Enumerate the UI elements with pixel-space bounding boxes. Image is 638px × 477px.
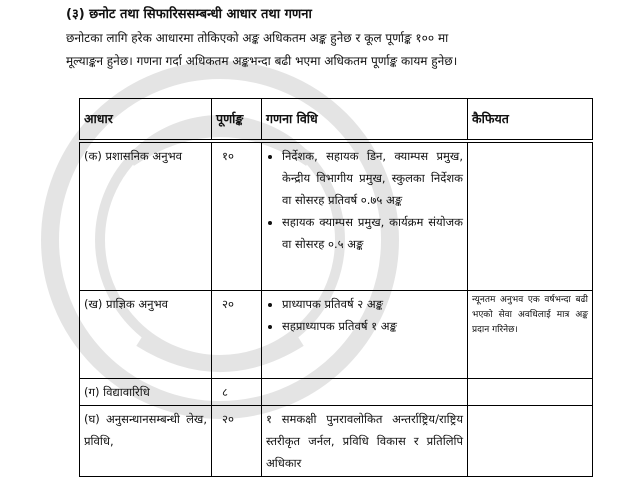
criteria-table [79,98,593,477]
paragraph-line: मूल्याङ्कन हुनेछ। गणना गर्दा अधिकतम अङ्कभन्दा बढी भएमा अधिकतम पूर्णाङ्क कायम हुनेछ। [66,54,458,68]
table-row [80,291,593,379]
header-points: पूर्णाङ्क [212,99,262,140]
row-points: ८ [212,379,262,406]
row-method: १ समकक्षी पुनरावलोकित अन्तर्राष्ट्रिय/राष्ट्रिय स्तरीकृत जर्नल, प्रविधि विकास र प्रतिलिपि अधिकार [262,406,468,477]
method-item: • निर्देशक, सहायक डिन, क्याम्पस प्रमुख, केन्द्रीय विभागीय प्रमुख, स्कुलका निर्देशक वा सोसरह प्रतिवर्ष ०.७५ अङ्क [282,145,463,211]
table-header-row [80,99,593,140]
row-remark [468,143,593,291]
intro-paragraph [66,27,586,73]
method-item: • सहायक क्याम्पस प्रमुख, कार्यक्रम संयोजक वा सोसरह ०.५ अङ्क [282,211,463,255]
row-remark [468,406,593,477]
row-method [262,143,468,291]
method-item: • सहप्राध्यापक प्रतिवर्ष १ अङ्क [282,315,463,337]
paragraph-line: छनोटका लागि हरेक आधारमा तोकिएको अङ्क अधिकतम अङ्क हुनेछ र कूल पूर्णाङ्क १०० मा [66,31,449,45]
row-remark [468,379,593,406]
header-basis: आधार [80,99,212,140]
table-row [80,379,593,406]
row-points: २० [212,291,262,379]
header-remark: कैफियत [468,99,593,140]
row-basis: (ग) विद्यावारिधि [80,379,212,406]
row-basis: (ख) प्राज्ञिक अनुभव [80,291,212,379]
method-item: • प्राध्यापक प्रतिवर्ष २ अङ्क [282,293,463,315]
row-points: २० [212,406,262,477]
row-basis: (क) प्रशासनिक अनुभव [80,143,212,291]
row-points: १० [212,143,262,291]
row-remark: न्यूनतम अनुभव एक वर्षभन्दा बढी भएको सेवा अवधिलाई मात्र अङ्क प्रदान गरिनेछ। [468,291,593,379]
section-heading: (३) छनोट तथा सिफारिससम्बन्धी आधार तथा गणना [66,7,312,22]
table-row [80,143,593,291]
header-method: गणना विधि [262,99,468,140]
row-method [262,291,468,379]
row-method [262,379,468,406]
row-basis: (घ) अनुसन्धानसम्बन्धी लेख, प्रविधि, [80,406,212,477]
table-row [80,406,593,477]
